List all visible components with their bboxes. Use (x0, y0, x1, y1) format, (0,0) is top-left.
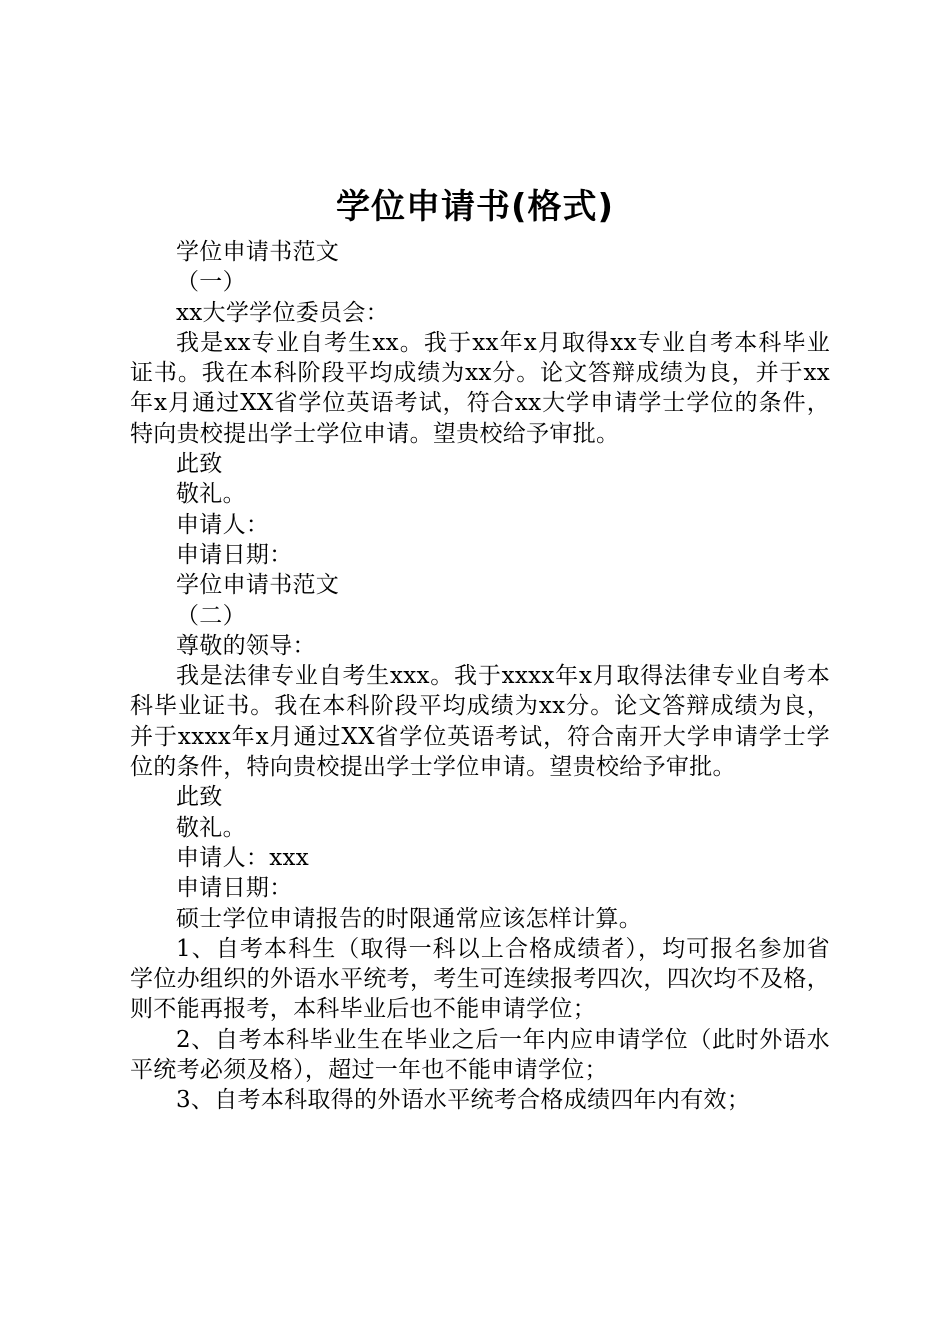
paragraph-applicant-2: 申请人：xxx (176, 844, 310, 871)
paragraph-heading-1: 学位申请书范文 (176, 239, 340, 265)
paragraph-salutation-1: xx大学学位委员会： (176, 299, 389, 326)
paragraph-date-1: 申请日期： (176, 541, 293, 568)
paragraph-rule-2: 2、自考本科毕业生在毕业之后一年内应申请学位（此时外语水平统考必须及格），超过一年也不能申请学位； (130, 1026, 830, 1084)
document-title: 学位申请书(格式) (335, 187, 615, 227)
paragraph-salutation-2: 尊敬的领导： (176, 632, 316, 659)
paragraph-body-1: 我是xx专业自考生xx。我于xx年x月取得xx专业自考本科毕业证书。我在本科阶段平均成绩为xx分。论文答辩成绩为良，并于xx年x月通过XX省学位英语考试，符合xx大学申请学士学位的条件，特向贵校提出学士学位申请。望贵校给予审批。 (130, 329, 830, 447)
paragraph-heading-2: 学位申请书范文 (176, 572, 340, 599)
paragraph-rule-3: 3、自考本科取得的外语水平统考合格成绩四年内有效； (176, 1087, 751, 1114)
paragraph-rule-1: 1、自考本科生（取得一科以上合格成绩者），均可报名参加省学位办组织的外语水平统考，考生可连续报考四次，四次均不及格，则不能再报考，本科毕业后也不能申请学位； (130, 935, 830, 1023)
paragraph-number-1: （一） (176, 269, 246, 296)
paragraph-applicant-1: 申请人： (176, 511, 270, 538)
paragraph-body-2: 我是法律专业自考生xxx。我于xxxx年x月取得法律专业自考本科毕业证书。我在本科阶段平均成绩为xx分。论文答辩成绩为良，并于xxxx年x月通过XX省学位英语考试，符合南开大学申请学士学位的条件，特向贵校提出学士学位申请。望贵校给予审批。 (130, 663, 830, 781)
paragraph-regards-1: 敬礼。 (176, 481, 246, 508)
paragraph-number-2: （二） (176, 602, 246, 629)
document-body (130, 237, 830, 1116)
paragraph-question: 硕士学位申请报告的时限通常应该怎样计算。 (176, 905, 642, 932)
paragraph-closing-1: 此致 (176, 451, 223, 478)
paragraph-date-2: 申请日期： (176, 875, 293, 902)
paragraph-closing-2: 此致 (176, 784, 223, 811)
paragraph-regards-2: 敬礼。 (176, 814, 246, 841)
